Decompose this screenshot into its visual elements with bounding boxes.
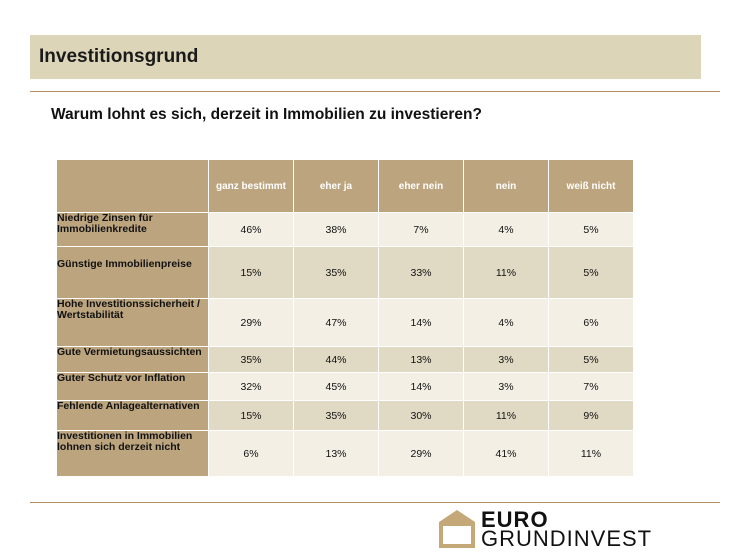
table-cell: 38% [294, 213, 379, 247]
table-cell: 14% [379, 299, 464, 347]
table-cell: 11% [549, 431, 634, 477]
table-cell: 29% [209, 299, 294, 347]
table-row [57, 431, 634, 477]
bottom-divider [30, 502, 720, 503]
row-label: Günstige Immobilienpreise [57, 247, 209, 299]
row-label: Investitionen in Immobilien lohnen sich derzeit nicht [57, 431, 209, 477]
table-cell: 4% [464, 213, 549, 247]
column-header: nein [464, 160, 549, 213]
table-cell: 13% [379, 347, 464, 373]
table-cell: 5% [549, 347, 634, 373]
table-row [57, 347, 634, 373]
row-label: Guter Schutz vor Inflation [57, 373, 209, 401]
table-cell: 14% [379, 373, 464, 401]
table-header-row [57, 160, 634, 213]
survey-question: Warum lohnt es sich, derzeit in Immobilien zu investieren? [51, 106, 482, 123]
column-header: eher ja [294, 160, 379, 213]
table-cell: 46% [209, 213, 294, 247]
logo-wordmark-grundinvest: GRUNDINVEST [481, 526, 653, 551]
top-divider [30, 91, 720, 92]
table-row [57, 373, 634, 401]
header-corner [57, 160, 209, 213]
table-cell: 11% [464, 401, 549, 431]
table-cell: 30% [379, 401, 464, 431]
table-row [57, 401, 634, 431]
table-cell: 7% [549, 373, 634, 401]
table-row [57, 213, 634, 247]
table-cell: 35% [294, 401, 379, 431]
table-cell: 13% [294, 431, 379, 477]
table-cell: 44% [294, 347, 379, 373]
table-cell: 6% [209, 431, 294, 477]
table-cell: 41% [464, 431, 549, 477]
row-label: Niedrige Zinsen für Immobilienkredite [57, 213, 209, 247]
table-row [57, 247, 634, 299]
table-cell: 6% [549, 299, 634, 347]
table-cell: 32% [209, 373, 294, 401]
column-header: eher nein [379, 160, 464, 213]
row-label: Fehlende Anlagealternativen [57, 401, 209, 431]
table-cell: 5% [549, 247, 634, 299]
table-cell: 4% [464, 299, 549, 347]
table-cell: 29% [379, 431, 464, 477]
table-cell: 11% [464, 247, 549, 299]
row-label: Hohe Investitionssicherheit / Wertstabilität [57, 299, 209, 347]
table-row [57, 299, 634, 347]
column-header: weiß nicht [549, 160, 634, 213]
table-cell: 3% [464, 347, 549, 373]
table-cell: 5% [549, 213, 634, 247]
table-cell: 15% [209, 247, 294, 299]
table-cell: 3% [464, 373, 549, 401]
row-label: Gute Vermietungsaussichten [57, 347, 209, 373]
column-header: ganz bestimmt [209, 160, 294, 213]
survey-table [56, 159, 634, 477]
table-cell: 33% [379, 247, 464, 299]
page-title: Investitionsgrund [39, 46, 199, 67]
title-bar [30, 35, 701, 79]
logo-wordmark-euro: EURO [481, 507, 549, 532]
eurogrundinvest-logo [437, 508, 717, 550]
house-icon [437, 508, 477, 548]
table-cell: 15% [209, 401, 294, 431]
table-cell: 9% [549, 401, 634, 431]
table-cell: 35% [209, 347, 294, 373]
table-cell: 45% [294, 373, 379, 401]
table-cell: 35% [294, 247, 379, 299]
table-cell: 7% [379, 213, 464, 247]
table-cell: 47% [294, 299, 379, 347]
